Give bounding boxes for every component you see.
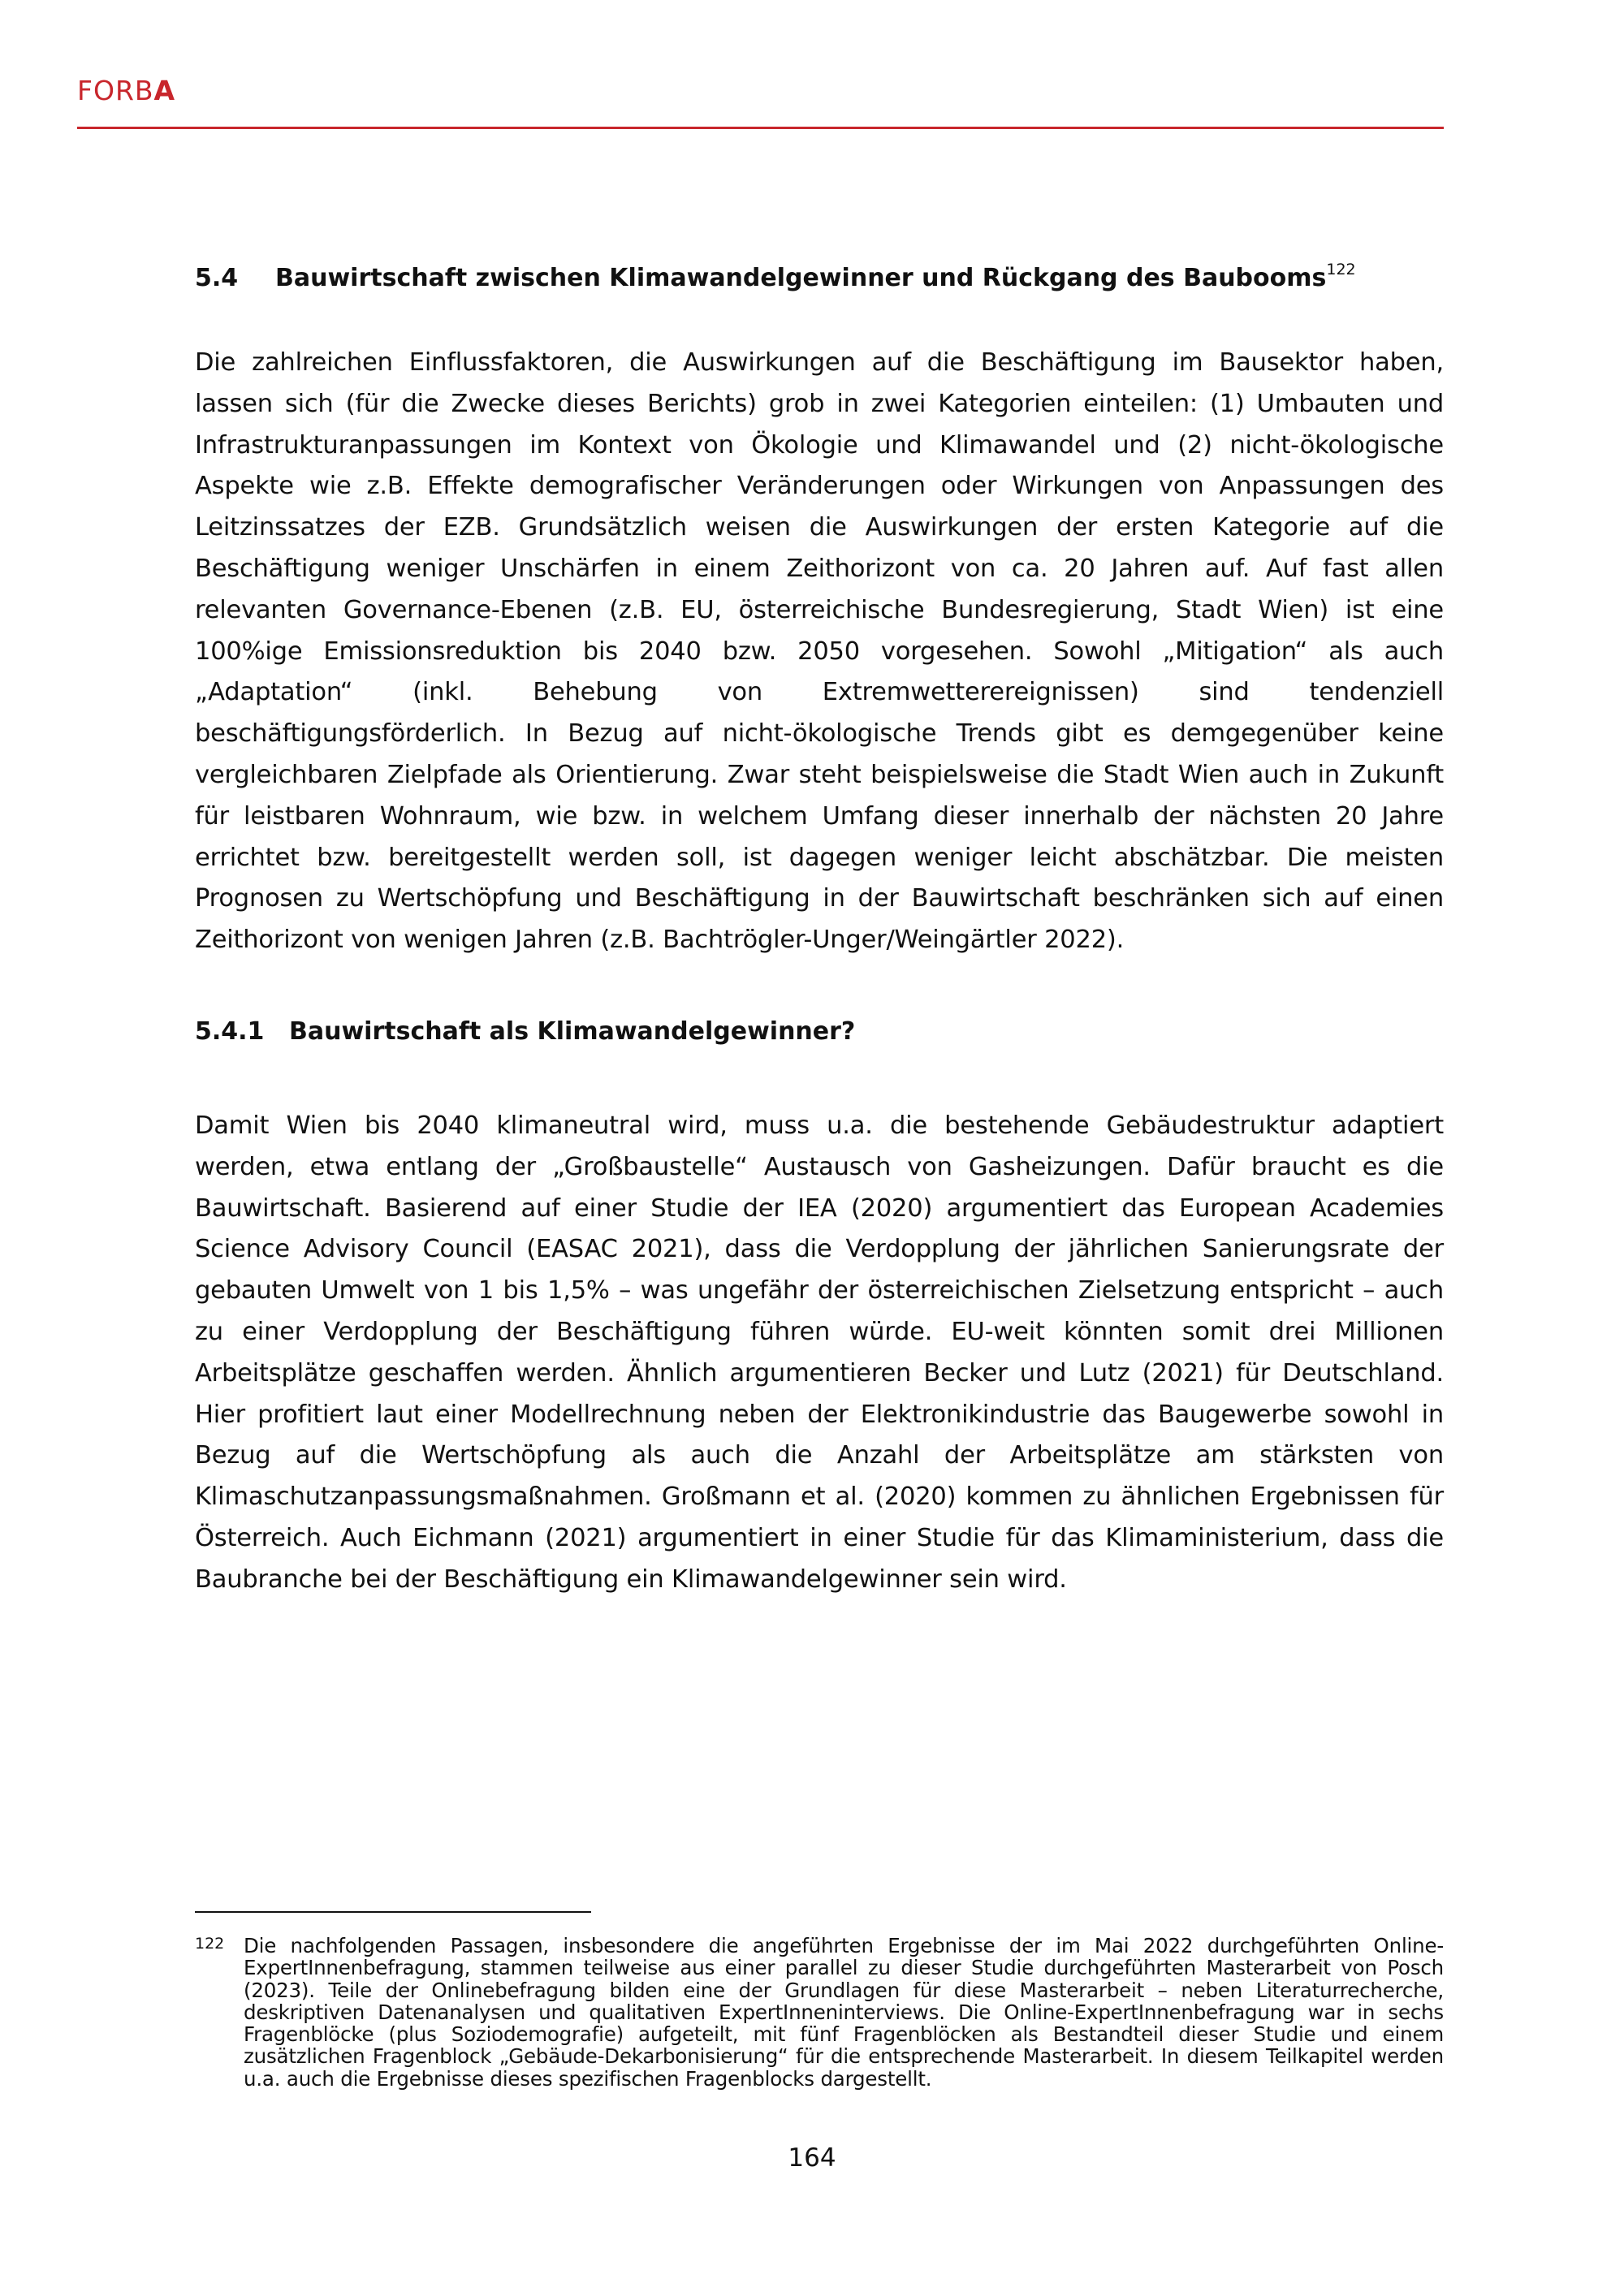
- page-number: 164: [788, 2143, 836, 2173]
- subsection-heading: [195, 1014, 1444, 1050]
- subsection-title: Bauwirtschaft als Klimawandelgewinner?: [289, 1017, 856, 1046]
- footnote-number: 122: [195, 1935, 225, 1953]
- section-number: 5.4: [195, 264, 239, 292]
- footnote-text: Die nachfolgenden Passagen, insbesondere die angeführten Ergebnisse der im Mai 2022 durchgeführten Online-ExpertInnenbefragung, stammen teilweise aus einer parallel zu dieser Studie durchgeführten Masterarbeit von Posch (2023). Teile der Onlinebefragung bilden eine der Grundlagen für diese Masterarbeit – neben Literaturrecherche, deskriptiven Datenanalysen und qualitativen ExpertInneninterviews. Die Online-ExpertInnenbefragung war in sechs Fragenblöcke (plus Soziodemografie) aufgeteilt, mit fünf Fragenblöcken als Bestandteil dieser Studie und einem zusätzlichen Fragenblock „Gebäude-Dekarbonisierung“ für die entsprechende Masterarbeit. In diesem Teilkapitel werden u.a. auch die Ergebnisse dieses spezifischen Fragenblocks dargestellt.: [244, 1934, 1444, 2091]
- subsection-paragraph: Damit Wien bis 2040 klimaneutral wird, muss u.a. die bestehende Gebäudestruktur adaptiert werden, etwa entlang der „Großbaustelle“ Austausch von Gasheizungen. Dafür braucht es die Bauwirtschaft. Basierend auf einer Studie der IEA (2020) argumentiert das European Academies Science Advisory Council (EASAC 2021), dass die Verdopplung der jährlichen Sanierungsrate der gebauten Umwelt von 1 bis 1,5% – was ungefähr der österreichischen Zielsetzung entspricht – auch zu einer Verdopplung der Beschäftigung führen würde. EU-weit könnten somit drei Millionen Arbeitsplätze geschaffen werden. Ähnlich argumentieren Becker und Lutz (2021) für Deutschland. Hier profitiert laut einer Modellrechnung neben der Elektronikindustrie das Baugewerbe sowohl in Bezug auf die Wertschöpfung als auch die Anzahl der Arbeitsplätze am stärksten von Klimaschutzanpassungsmaßnahmen. Großmann et al. (2020) kommen zu ähnlichen Ergebnissen für Österreich. Auch Eichmann (2021) argumentiert in einer Studie für das Klimaministerium, dass die Baubranche bei der Beschäftigung ein Klimawandelgewinner sein wird.: [195, 1111, 1444, 1594]
- section-heading: [195, 252, 1444, 296]
- logo-text-bold: A: [153, 75, 176, 106]
- footnote-reference[interactable]: 122: [1326, 261, 1356, 278]
- section-paragraph: Die zahlreichen Einflussfaktoren, die Auswirkungen auf die Beschäftigung im Bausektor haben, lassen sich (für die Zwecke dieses Berichts) grob in zwei Kategorien einteilen: (1) Umbauten und Infrastrukturanpassungen im Kontext von Ökologie und Klimawandel und (2) nicht-ökologische Aspekte wie z.B. Effekte demografischer Veränderungen oder Wirkungen von Anpassungen des Leitzinssatzes der EZB. Grundsätzlich weisen die Auswirkungen der ersten Kategorie auf die Beschäftigung weniger Unschärfen in einem Zeithorizont von ca. 20 Jahren auf. Auf fast allen relevanten Governance-Ebenen (z.B. EU, österreichische Bundesregierung, Stadt Wien) ist eine 100%ige Emissionsreduktion bis 2040 bzw. 2050 vorgesehen. Sowohl „Mitigation“ als auch „Adaptation“ (inkl. Behebung von Extremwetterereignissen) sind tendenziell beschäftigungsförderlich. In Bezug auf nicht-ökologische Trends gibt es demgegenüber keine vergleichbaren Zielpfade als Orientierung. Zwar steht beispielsweise die Stadt Wien auch in Zukunft für leistbaren Wohnraum, wie bzw. in welchem Umfang dieser innerhalb der nächsten 20 Jahre errichtet bzw. bereitgestellt werden soll, ist dagegen weniger leicht abschätzbar. Die meisten Prognosen zu Wertschöpfung und Beschäftigung in der Bauwirtschaft beschränken sich auf einen Zeithorizont von wenigen Jahren (z.B. Bachtrögler-Unger/Weingärtler 2022).: [195, 348, 1444, 955]
- subsection-body: [195, 1106, 1444, 1601]
- section-title: Bauwirtschaft zwischen Klimawandelgewinner und Rückgang des Baubooms: [275, 264, 1327, 292]
- subsection-number: 5.4.1: [195, 1017, 265, 1046]
- logo-text-regular: FORB: [77, 75, 154, 106]
- footnote-divider: [195, 1911, 591, 1913]
- page-header: [77, 75, 1444, 107]
- forba-logo: [77, 75, 1444, 107]
- section-body: [195, 343, 1444, 961]
- header-divider: [77, 127, 1444, 129]
- footnote: [195, 1935, 1444, 2090]
